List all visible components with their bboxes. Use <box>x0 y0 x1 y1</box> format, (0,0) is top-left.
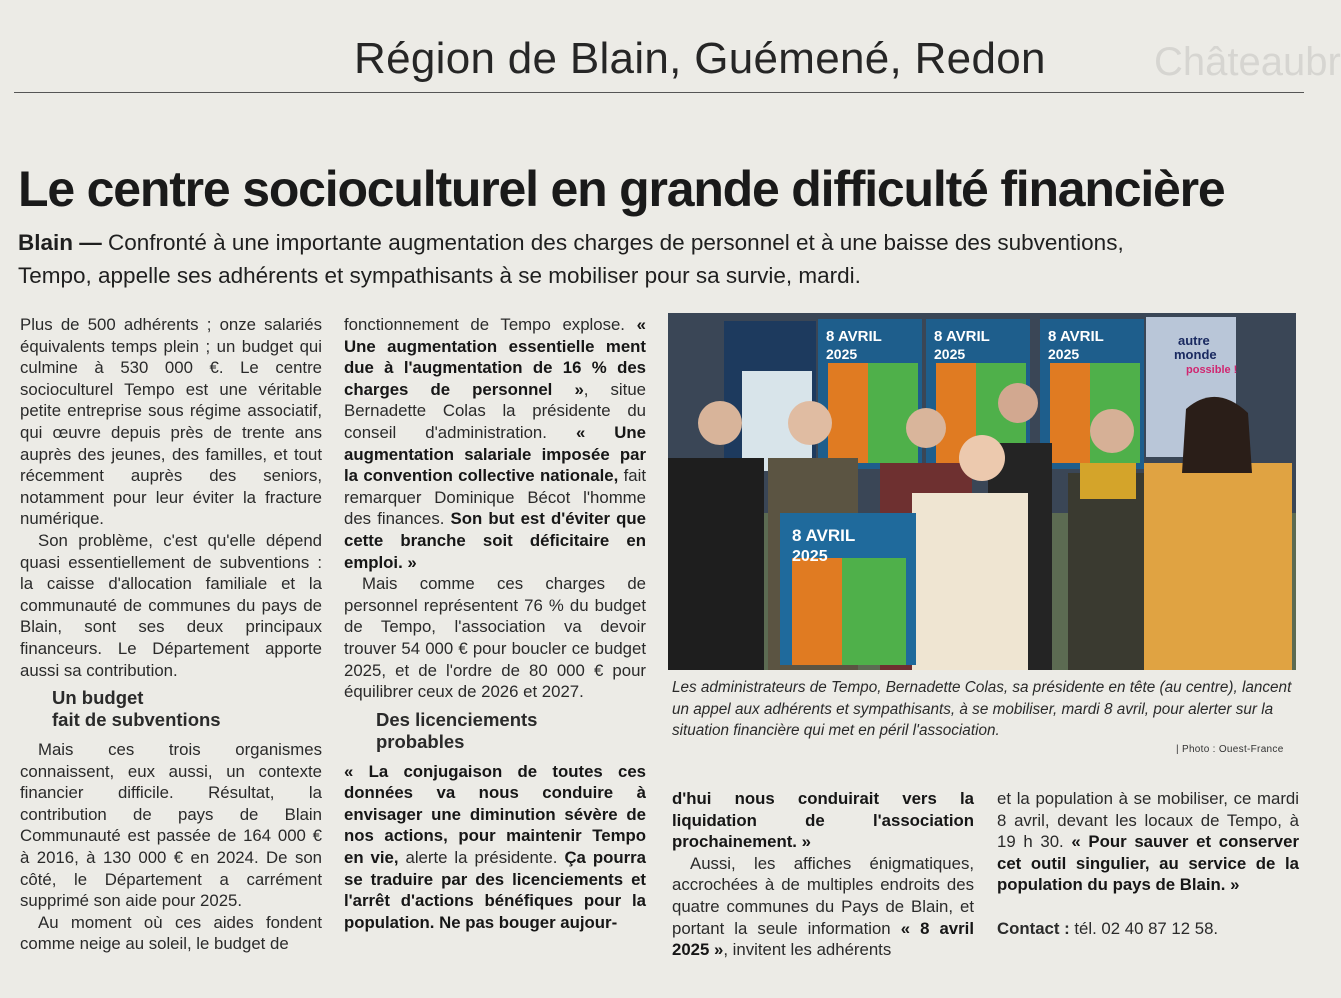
held-poster <box>780 513 916 665</box>
column-4 <box>997 788 1299 940</box>
subheading-line: fait de subventions <box>52 709 221 731</box>
text: alerte la présidente. <box>398 848 565 868</box>
column-3 <box>672 788 974 961</box>
paragraph: Mais ces trois organismes connaissent, eux aussi, un contexte financier difficile. Résultat, la contribution de pays de Blain Communauté est passée de 164 000 € à 2016, à 130 000 € en 2024. De son côté, le Département a carrément supprimé son aide pour 2025. <box>20 740 322 911</box>
poster-text: 2025 <box>934 346 966 362</box>
quote: « La conjugaison de toutes ces données va nous conduire à envisager une diminution sévère de nos actions, pour maintenir Tempo en vie, <box>344 761 646 868</box>
poster-text: 8 AVRIL <box>934 328 990 345</box>
section-header <box>14 12 1341 93</box>
quote: Ça pourra se traduire par des licenciements et l'arrêt d'actions bénéfiques pour la population. Ne pas bouger aujour- <box>344 848 646 932</box>
paragraph: Au moment où ces aides fondent comme neige au soleil, le budget de <box>20 912 322 954</box>
text: , situe Bernadette Colas la présidente du conseil d'administration. <box>344 379 646 442</box>
text: Aussi, les affiches énigmatiques, accrochées à de multiples endroits des quatre communes du Pays de Blain, et portant la seule information <box>672 853 974 938</box>
quote: Son but est d'éviter que cette branche soit déficitaire en emploi. » <box>344 509 646 572</box>
column-2 <box>344 314 646 933</box>
paragraph <box>344 761 646 934</box>
contact-label: Contact : <box>997 918 1070 938</box>
photo-illustration <box>668 313 1296 670</box>
poster-text: 8 AVRIL <box>826 328 882 345</box>
text: et la population à se mobiliser, ce mardi 8 avril, devant les locaux de Tempo, à 19 h 30. <box>997 789 1299 852</box>
poster <box>1040 319 1144 469</box>
subheading <box>20 687 322 731</box>
poster <box>818 319 922 469</box>
quote: « Une augmentation salariale imposée par la convention collective nationale, <box>344 422 646 486</box>
poster-text: 2025 <box>826 346 858 362</box>
paragraph <box>672 788 974 853</box>
lead-text: Confronté à une importante augmentation des charges de personnel et à une baisse des subventions, Tempo, appelle ses adhérents et sympathisants à se mobiliser pour sa survie, mardi. <box>18 230 1124 288</box>
article-lead <box>18 226 1128 292</box>
quote: « Pour sauver et conserver cet outil singulier, au service de la population du pays de Blain. » <box>997 832 1299 895</box>
poster-text: 8 AVRIL <box>792 526 856 545</box>
text: , invitent les adhérents <box>723 940 892 960</box>
quote: « 8 avril 2025 » <box>672 918 974 960</box>
text: fait remarquer Dominique Bécot l'homme des finances. <box>344 466 646 529</box>
subheading-line: Un budget <box>52 687 144 709</box>
column-1 <box>20 314 322 955</box>
paragraph <box>997 788 1299 896</box>
text: fonctionnement de Tempo explose. <box>344 315 625 334</box>
poster-text: 8 AVRIL <box>1048 328 1104 345</box>
quote: « Une augmentation essentielle ment due à l'augmentation de 16 % des charges de personnel » <box>344 315 646 399</box>
subheading <box>344 709 646 753</box>
bleed-through-text: Châteaubr <box>1154 40 1341 84</box>
paragraph <box>672 853 974 961</box>
lead-place: Blain — <box>18 230 102 255</box>
poster-text: autre <box>1178 333 1210 348</box>
photo-caption: Les administrateurs de Tempo, Bernadette Colas, sa présidente en tête (au centre), lancent un appel aux adhérents et sympathisants, à se mobiliser, mardi 8 avril, pour alerter sur la situation financière qui met en péril l'association. <box>672 679 1292 739</box>
poster-text: 2025 <box>792 548 828 565</box>
subheading-line: Des licenciements <box>376 708 538 730</box>
poster-text: possible ! <box>1186 364 1238 376</box>
quote: d'hui nous conduirait vers la liquidation de l'association prochainement. » <box>672 789 974 852</box>
article-headline: Le centre socioculturel en grande difficulté financière <box>18 161 1225 217</box>
contact-line <box>997 918 1299 940</box>
paragraph: Son problème, c'est qu'elle dépend quasi essentiellement de subventions : la caisse d'allocation familiale et la communauté de communes du pays de Blain, sont ses deux principaux financeurs. Le Département apporte aussi sa contribution. <box>20 530 322 680</box>
paragraph <box>344 314 646 573</box>
paragraph: Plus de 500 adhérents ; onze salariés équivalents temps plein ; un budget qui culmine à 530 000 €. Le centre socioculturel Tempo est une véritable petite entreprise sous régime associatif, qui œuvre depuis près de trente ans auprès des jeunes, des familles, et tout récemment auprès des seniors, notamment pour leur éviter la fracture numérique. <box>20 315 322 529</box>
section-title: Région de Blain, Guémené, Redon <box>354 34 1046 83</box>
poster-text: monde <box>1174 347 1217 362</box>
poster-text: 2025 <box>1048 346 1080 362</box>
contact-value: tél. 02 40 87 12 58. <box>1069 918 1219 938</box>
paragraph: Mais comme ces charges de personnel représentent 76 % du budget de Tempo, l'association va devoir trouver 54 000 € pour boucler ce budget 2025, et de l'ordre de 80 000 € pour équilibrer ceux de 2026 et 2027. <box>344 574 646 702</box>
photo-credit: | Photo : Ouest-France <box>1176 744 1284 755</box>
subheading-line: probables <box>376 730 465 752</box>
article-photo <box>668 313 1296 670</box>
